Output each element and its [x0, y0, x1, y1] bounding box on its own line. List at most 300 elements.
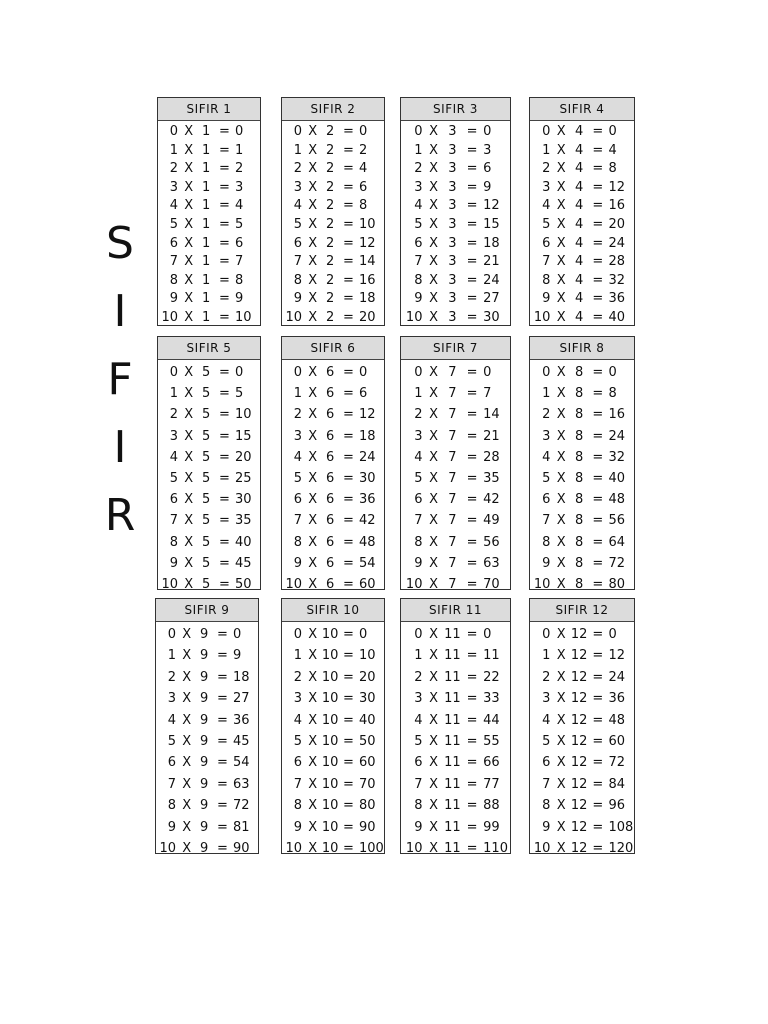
- product-cell: 5: [235, 216, 244, 232]
- multiplier-cell: 2: [167, 669, 176, 685]
- table-row: [401, 179, 510, 198]
- multiplicand-cell: 3: [448, 216, 457, 232]
- multiplier-cell: 4: [414, 449, 423, 465]
- times-sign: X: [308, 235, 318, 251]
- table-row: [282, 688, 384, 709]
- multiplier-cell: 3: [542, 428, 551, 444]
- product-cell: 32: [608, 272, 626, 288]
- times-sign: X: [184, 365, 194, 380]
- times-sign: X: [556, 254, 566, 270]
- multiplier-cell: 4: [414, 198, 423, 214]
- table-row: [158, 362, 260, 383]
- times-sign: X: [556, 428, 566, 444]
- table-row: [530, 426, 634, 447]
- table-row: [530, 142, 634, 161]
- equals-sign: =: [466, 179, 478, 195]
- multiplier-cell: 7: [542, 776, 551, 792]
- equals-sign: =: [466, 386, 478, 402]
- table-row: [158, 235, 260, 254]
- equals-sign: =: [217, 669, 228, 685]
- multiplier-cell: 1: [542, 142, 551, 158]
- table-row: [530, 688, 634, 709]
- table-row: [401, 290, 510, 309]
- times-sign: X: [308, 142, 318, 158]
- product-cell: 4: [359, 161, 368, 177]
- times-sign: X: [308, 179, 318, 195]
- equals-sign: =: [466, 216, 478, 232]
- multiplicand-cell: 1: [202, 142, 211, 158]
- multiplier-cell: 5: [414, 733, 423, 749]
- product-cell: 72: [608, 555, 626, 571]
- times-sign: X: [429, 272, 439, 288]
- sifir-table: [157, 97, 261, 326]
- sifir-table: [155, 598, 259, 854]
- multiplicand-cell: 2: [326, 216, 335, 232]
- multiplicand-cell: 12: [570, 691, 588, 707]
- table-row: [156, 752, 258, 773]
- equals-sign: =: [343, 124, 354, 139]
- product-cell: 30: [483, 309, 500, 325]
- product-cell: 40: [359, 712, 376, 728]
- sifir-table: [529, 336, 635, 590]
- times-sign: X: [556, 840, 566, 856]
- equals-sign: =: [219, 142, 230, 158]
- times-sign: X: [308, 534, 318, 550]
- equals-sign: =: [343, 428, 354, 444]
- multiplicand-cell: 9: [200, 733, 209, 749]
- product-cell: 25: [235, 470, 252, 486]
- multiplicand-cell: 12: [570, 627, 588, 642]
- product-cell: 70: [359, 776, 376, 792]
- times-sign: X: [556, 216, 566, 232]
- table-row: [401, 309, 510, 328]
- equals-sign: =: [466, 669, 478, 685]
- sifir-table: [400, 336, 511, 590]
- multiplier-cell: 8: [414, 272, 423, 288]
- product-cell: 8: [608, 161, 617, 177]
- multiplicand-cell: 3: [448, 198, 457, 214]
- table-row: [282, 645, 384, 666]
- multiplier-cell: 7: [293, 254, 302, 270]
- equals-sign: =: [592, 627, 604, 642]
- equals-sign: =: [466, 733, 478, 749]
- product-cell: 36: [608, 691, 626, 707]
- sifir-table-title: SIFIR 11: [401, 599, 510, 622]
- multiplicand-cell: 10: [321, 733, 339, 749]
- equals-sign: =: [219, 492, 230, 508]
- sifir-table-title: SIFIR 12: [530, 599, 634, 622]
- times-sign: X: [556, 407, 566, 423]
- product-cell: 14: [483, 407, 500, 423]
- times-sign: X: [429, 216, 439, 232]
- times-sign: X: [184, 291, 194, 307]
- times-sign: X: [308, 755, 318, 771]
- table-row: [282, 731, 384, 752]
- table-row: [530, 645, 634, 666]
- table-row: [282, 362, 384, 383]
- equals-sign: =: [592, 179, 604, 195]
- table-row: [530, 362, 634, 383]
- multiplicand-cell: 3: [448, 124, 457, 139]
- product-cell: 24: [608, 669, 626, 685]
- multiplicand-cell: 12: [570, 755, 588, 771]
- equals-sign: =: [592, 798, 604, 814]
- product-cell: 12: [608, 648, 626, 664]
- product-cell: 77: [483, 776, 500, 792]
- side-title-letter: I: [113, 286, 127, 337]
- times-sign: X: [182, 712, 192, 728]
- equals-sign: =: [343, 386, 354, 402]
- multiplicand-cell: 10: [321, 627, 339, 642]
- product-cell: 27: [483, 291, 500, 307]
- multiplier-cell: 2: [542, 161, 551, 177]
- table-row: [282, 553, 384, 574]
- table-row: [156, 838, 258, 859]
- multiplicand-cell: 8: [574, 428, 584, 444]
- product-cell: 8: [235, 272, 244, 288]
- table-row: [156, 774, 258, 795]
- multiplicand-cell: 10: [321, 798, 339, 814]
- product-cell: 10: [235, 407, 252, 423]
- times-sign: X: [429, 627, 439, 642]
- table-row: [530, 489, 634, 510]
- equals-sign: =: [219, 555, 230, 571]
- multiplier-cell: 2: [293, 407, 302, 423]
- times-sign: X: [556, 669, 566, 685]
- table-row: [401, 817, 510, 838]
- product-cell: 35: [235, 513, 252, 529]
- times-sign: X: [308, 254, 318, 270]
- multiplier-cell: 5: [293, 470, 302, 486]
- multiplicand-cell: 8: [574, 576, 584, 592]
- table-row: [401, 510, 510, 531]
- times-sign: X: [429, 365, 439, 380]
- multiplicand-cell: 10: [321, 669, 339, 685]
- times-sign: X: [308, 365, 318, 380]
- multiplicand-cell: 6: [326, 534, 335, 550]
- equals-sign: =: [219, 254, 230, 270]
- product-cell: 45: [233, 733, 250, 749]
- product-cell: 56: [483, 534, 500, 550]
- product-cell: 0: [359, 365, 368, 380]
- equals-sign: =: [217, 755, 228, 771]
- equals-sign: =: [592, 142, 604, 158]
- times-sign: X: [556, 272, 566, 288]
- equals-sign: =: [592, 576, 604, 592]
- equals-sign: =: [466, 513, 478, 529]
- sifir-table-title: SIFIR 8: [530, 337, 634, 360]
- times-sign: X: [308, 124, 318, 139]
- times-sign: X: [308, 309, 318, 325]
- times-sign: X: [184, 179, 194, 195]
- multiplier-cell: 8: [414, 798, 423, 814]
- table-row: [530, 553, 634, 574]
- multiplier-cell: 4: [542, 712, 551, 728]
- multiplier-cell: 9: [542, 555, 551, 571]
- multiplier-cell: 2: [169, 161, 178, 177]
- table-row: [282, 667, 384, 688]
- times-sign: X: [429, 254, 439, 270]
- multiplier-cell: 10: [533, 309, 551, 325]
- equals-sign: =: [466, 309, 478, 325]
- multiplicand-cell: 12: [570, 840, 588, 856]
- multiplier-cell: 10: [533, 576, 551, 592]
- times-sign: X: [308, 198, 318, 214]
- multiplicand-cell: 8: [574, 470, 584, 486]
- table-row: [156, 795, 258, 816]
- multiplier-cell: 7: [293, 513, 302, 529]
- product-cell: 32: [608, 449, 626, 465]
- times-sign: X: [184, 555, 194, 571]
- times-sign: X: [308, 513, 318, 529]
- multiplicand-cell: 12: [570, 669, 588, 685]
- multiplicand-cell: 8: [574, 555, 584, 571]
- equals-sign: =: [592, 733, 604, 749]
- multiplicand-cell: 8: [574, 449, 584, 465]
- equals-sign: =: [219, 124, 230, 139]
- times-sign: X: [429, 840, 439, 856]
- multiplicand-cell: 2: [326, 272, 335, 288]
- product-cell: 16: [359, 272, 376, 288]
- multiplicand-cell: 5: [202, 407, 211, 423]
- multiplier-cell: 6: [169, 492, 178, 508]
- multiplier-cell: 9: [293, 291, 302, 307]
- times-sign: X: [429, 291, 439, 307]
- multiplicand-cell: 7: [448, 470, 457, 486]
- table-row: [530, 817, 634, 838]
- product-cell: 55: [483, 733, 500, 749]
- table-row: [401, 667, 510, 688]
- multiplier-cell: 9: [169, 291, 178, 307]
- multiplier-cell: 8: [414, 534, 423, 550]
- product-cell: 0: [235, 124, 244, 139]
- times-sign: X: [556, 627, 566, 642]
- multiplicand-cell: 11: [444, 627, 461, 642]
- times-sign: X: [184, 534, 194, 550]
- product-cell: 56: [608, 513, 626, 529]
- multiplier-cell: 6: [542, 492, 551, 508]
- multiplicand-cell: 4: [574, 142, 584, 158]
- equals-sign: =: [466, 755, 478, 771]
- table-row: [156, 688, 258, 709]
- product-cell: 50: [359, 733, 376, 749]
- table-row: [530, 510, 634, 531]
- multiplicand-cell: 9: [200, 776, 209, 792]
- times-sign: X: [556, 309, 566, 325]
- times-sign: X: [308, 627, 318, 642]
- multiplicand-cell: 12: [570, 776, 588, 792]
- product-cell: 6: [359, 179, 368, 195]
- table-row: [158, 468, 260, 489]
- times-sign: X: [182, 776, 192, 792]
- multiplier-cell: 8: [293, 272, 302, 288]
- equals-sign: =: [592, 648, 604, 664]
- multiplier-cell: 10: [285, 576, 302, 592]
- times-sign: X: [556, 492, 566, 508]
- equals-sign: =: [343, 555, 354, 571]
- multiplicand-cell: 4: [574, 309, 584, 325]
- product-cell: 9: [483, 179, 492, 195]
- table-row: [156, 731, 258, 752]
- product-cell: 10: [359, 648, 376, 664]
- table-row: [401, 553, 510, 574]
- equals-sign: =: [592, 776, 604, 792]
- multiplicand-cell: 1: [202, 124, 211, 139]
- sifir-table-title: SIFIR 9: [156, 599, 258, 622]
- equals-sign: =: [592, 198, 604, 214]
- table-row: [282, 123, 384, 142]
- table-row: [156, 645, 258, 666]
- multiplier-cell: 2: [414, 407, 423, 423]
- table-row: [530, 179, 634, 198]
- multiplier-cell: 0: [542, 124, 551, 139]
- equals-sign: =: [219, 534, 230, 550]
- sifir-table: [400, 97, 511, 326]
- times-sign: X: [308, 819, 318, 835]
- product-cell: 44: [483, 712, 500, 728]
- table-row: [530, 447, 634, 468]
- times-sign: X: [429, 776, 439, 792]
- equals-sign: =: [592, 840, 604, 856]
- table-row: [530, 667, 634, 688]
- multiplier-cell: 4: [293, 712, 302, 728]
- times-sign: X: [184, 513, 194, 529]
- equals-sign: =: [343, 309, 354, 325]
- multiplicand-cell: 4: [574, 179, 584, 195]
- times-sign: X: [556, 291, 566, 307]
- multiplicand-cell: 6: [326, 513, 335, 529]
- times-sign: X: [182, 798, 192, 814]
- product-cell: 0: [233, 627, 242, 642]
- product-cell: 21: [483, 254, 500, 270]
- table-row: [158, 290, 260, 309]
- multiplier-cell: 0: [293, 365, 302, 380]
- multiplier-cell: 5: [414, 216, 423, 232]
- multiplier-cell: 3: [414, 691, 423, 707]
- multiplicand-cell: 6: [326, 576, 335, 592]
- multiplier-cell: 9: [414, 819, 423, 835]
- multiplier-cell: 4: [169, 198, 178, 214]
- multiplier-cell: 2: [414, 161, 423, 177]
- multiplier-cell: 3: [293, 691, 302, 707]
- sifir-table-title: SIFIR 4: [530, 98, 634, 121]
- product-cell: 66: [483, 755, 500, 771]
- multiplicand-cell: 11: [444, 669, 461, 685]
- multiplier-cell: 1: [414, 648, 423, 664]
- multiplicand-cell: 7: [448, 513, 457, 529]
- multiplier-cell: 9: [414, 555, 423, 571]
- product-cell: 60: [359, 576, 376, 592]
- multiplier-cell: 7: [169, 513, 178, 529]
- sifir-table-title: SIFIR 1: [158, 98, 260, 121]
- equals-sign: =: [219, 513, 230, 529]
- product-cell: 30: [359, 691, 376, 707]
- multiplier-cell: 5: [414, 470, 423, 486]
- table-row: [401, 253, 510, 272]
- equals-sign: =: [466, 449, 478, 465]
- multiplicand-cell: 4: [574, 216, 584, 232]
- product-cell: 40: [608, 309, 626, 325]
- multiplier-cell: 7: [169, 254, 178, 270]
- product-cell: 21: [483, 428, 500, 444]
- table-row: [530, 468, 634, 489]
- times-sign: X: [308, 798, 318, 814]
- multiplier-cell: 4: [293, 198, 302, 214]
- equals-sign: =: [219, 291, 230, 307]
- times-sign: X: [556, 449, 566, 465]
- multiplicand-cell: 10: [321, 691, 339, 707]
- table-row: [530, 574, 634, 595]
- product-cell: 3: [483, 142, 492, 158]
- sifir-table-title: SIFIR 7: [401, 337, 510, 360]
- times-sign: X: [308, 386, 318, 402]
- multiplicand-cell: 6: [326, 386, 335, 402]
- times-sign: X: [308, 291, 318, 307]
- times-sign: X: [308, 492, 318, 508]
- multiplier-cell: 0: [542, 627, 551, 642]
- product-cell: 36: [233, 712, 250, 728]
- table-row: [282, 510, 384, 531]
- table-row: [282, 235, 384, 254]
- multiplicand-cell: 6: [326, 555, 335, 571]
- product-cell: 24: [608, 235, 626, 251]
- multiplier-cell: 8: [542, 534, 551, 550]
- times-sign: X: [556, 534, 566, 550]
- multiplier-cell: 4: [414, 712, 423, 728]
- equals-sign: =: [217, 648, 228, 664]
- times-sign: X: [182, 669, 192, 685]
- equals-sign: =: [466, 840, 478, 856]
- multiplicand-cell: 2: [326, 142, 335, 158]
- product-cell: 63: [233, 776, 250, 792]
- times-sign: X: [184, 235, 194, 251]
- product-cell: 60: [608, 733, 626, 749]
- times-sign: X: [308, 555, 318, 571]
- product-cell: 1: [235, 142, 244, 158]
- multiplicand-cell: 9: [200, 840, 209, 856]
- equals-sign: =: [592, 386, 604, 402]
- multiplicand-cell: 8: [574, 365, 584, 380]
- multiplicand-cell: 1: [202, 179, 211, 195]
- multiplicand-cell: 12: [570, 819, 588, 835]
- table-row: [282, 160, 384, 179]
- multiplier-cell: 8: [169, 534, 178, 550]
- product-cell: 35: [483, 470, 500, 486]
- multiplicand-cell: 8: [574, 534, 584, 550]
- table-row: [401, 532, 510, 553]
- multiplier-cell: 9: [293, 819, 302, 835]
- multiplier-cell: 3: [414, 179, 423, 195]
- multiplier-cell: 3: [542, 179, 551, 195]
- times-sign: X: [429, 755, 439, 771]
- times-sign: X: [308, 272, 318, 288]
- product-cell: 0: [483, 124, 492, 139]
- table-row: [530, 404, 634, 425]
- multiplier-cell: 5: [293, 733, 302, 749]
- equals-sign: =: [343, 216, 354, 232]
- equals-sign: =: [343, 648, 354, 664]
- table-row: [282, 752, 384, 773]
- multiplicand-cell: 2: [326, 179, 335, 195]
- multiplier-cell: 6: [542, 235, 551, 251]
- multiplicand-cell: 4: [574, 198, 584, 214]
- times-sign: X: [556, 648, 566, 664]
- product-cell: 72: [608, 755, 626, 771]
- multiplier-cell: 2: [169, 407, 178, 423]
- multiplier-cell: 9: [169, 555, 178, 571]
- times-sign: X: [429, 691, 439, 707]
- table-row: [401, 160, 510, 179]
